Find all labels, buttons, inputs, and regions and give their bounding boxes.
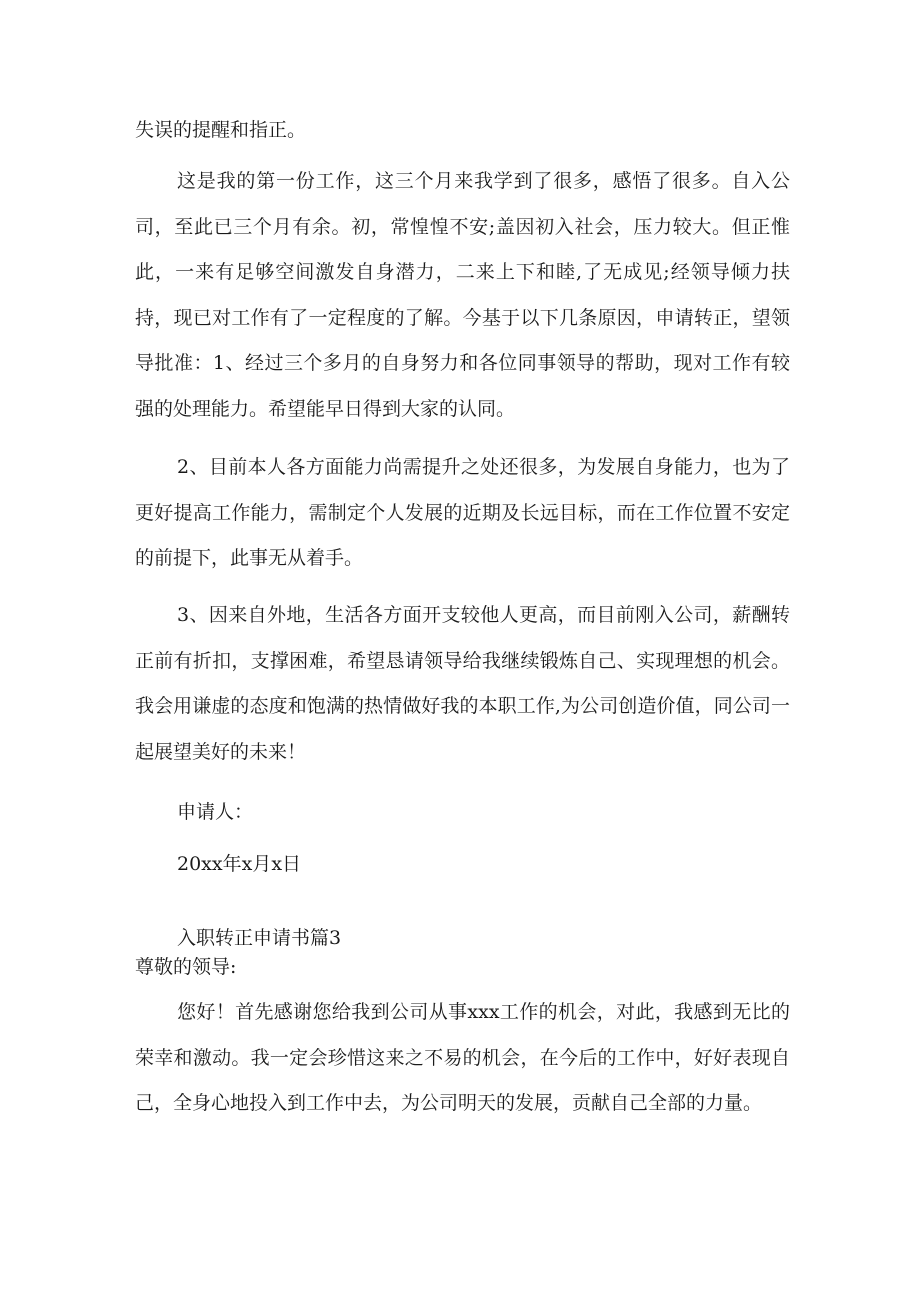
paragraph-reason-3: 3、因来自外地，生活各方面开支较他人更高，而目前刚入公司，薪酬转正前有折扣，支撑困难，希望恳请领导给我继续锻炼自己、实现理想的机会。我会用谦虚的态度和饱满的热情做好我的本职工作,为公司创造价值，同公司一起展望美好的未来！ — [135, 604, 790, 763]
paragraph-greeting: 您好！首先感谢您给我到公司从事xxx工作的机会，对此，我感到无比的荣幸和激动。我一定会珍惜这来之不易的机会，在今后的工作中，好好表现自己，全身心地投入到工作中去，为公司明天的发展，贡献自己全部的力量。 — [135, 1001, 790, 1114]
applicant-label: 申请人： — [177, 801, 254, 823]
paragraph-first-job: 这是我的第一份工作，这三个月来我学到了很多，感悟了很多。自入公司，至此已三个月有余。初，常惶惶不安;盖因初入社会，压力较大。但正惟此，一来有足够空间激发自身潜力，二来上下和睦,了无成见;经领导倾力扶持，现已对工作有了一定程度的了解。今基于以下几条原因，申请转正，望领导批准：1、经过三个多月的自身努力和各位同事领导的帮助，现对工作有较强的处理能力。希望能早日得到大家的认同。 — [135, 170, 790, 420]
paragraph-reason-2: 2、目前本人各方面能力尚需提升之处还很多，为发展自身能力，也为了更好提高工作能力，需制定个人发展的近期及长远目标，而在工作位置不安定的前提下，此事无从着手。 — [135, 456, 790, 569]
salutation: 尊敬的领导: — [135, 956, 237, 978]
date-line: 20xx年x月x日 — [177, 853, 302, 875]
paragraph-continuation: 失误的提醒和指正。 — [135, 119, 307, 141]
section-title: 入职转正申请书篇3 — [177, 927, 342, 949]
